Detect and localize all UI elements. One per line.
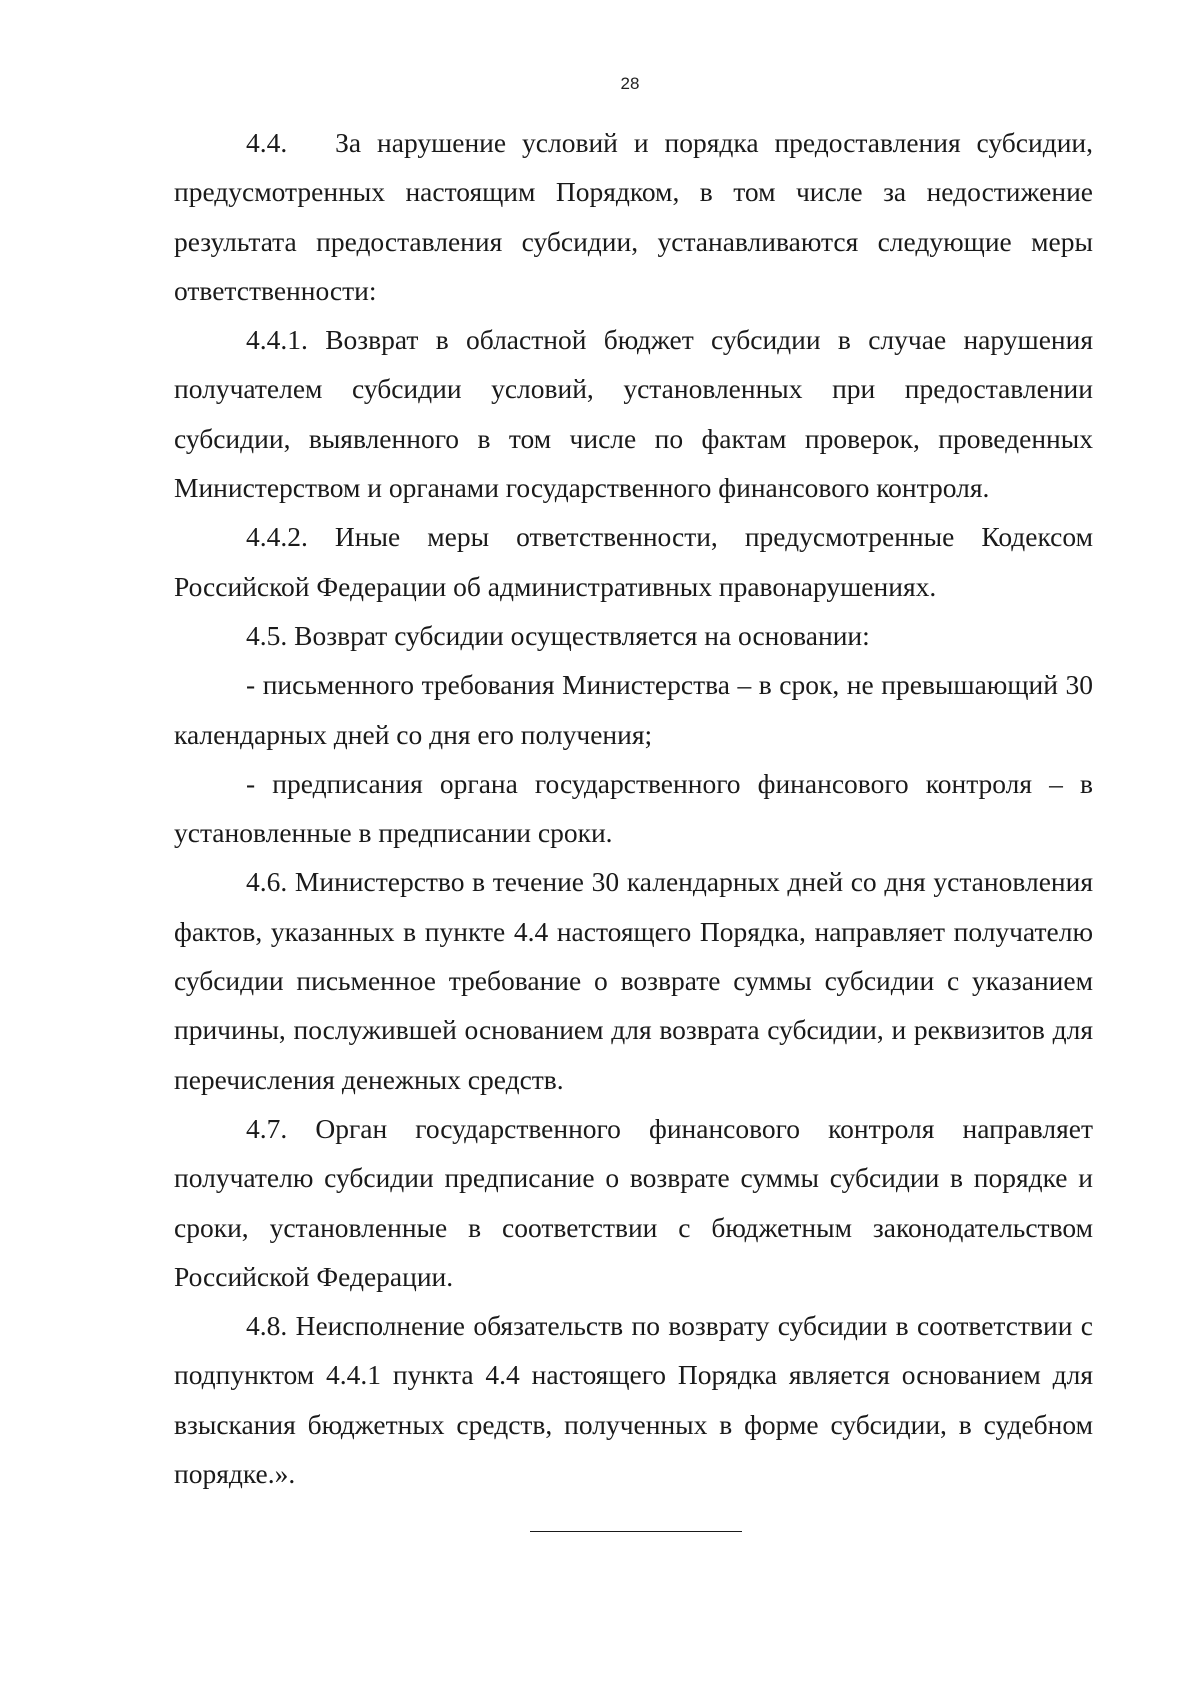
paragraph-4-5-item-control-order: - предписания органа государственного финансового контроля – в установленные в предписании сроки. (174, 767, 1093, 849)
paragraph-4-7: 4.7. Орган государственного финансового контроля направляет получателю субсидии предписание о возврате суммы субсидии в порядке и сроки, установленные в соответствии с бюджетным законодательством Российской Федерации. (174, 1112, 1093, 1292)
paragraph-4-4-2: 4.4.2. Иные меры ответственности, предусмотренные Кодексом Российской Федерации об административных правонарушениях. (174, 521, 1093, 602)
paragraph-4-5: 4.5. Возврат субсидии осуществляется на основании: (246, 619, 870, 651)
paragraph-4-4-1: 4.4.1. Возврат в областной бюджет субсидии в случае нарушения получателем субсидии условий, установленных при предоставлении субсидии, выявленного в том числе по фактам проверок, проведенных Министерством и органами государственного финансового контроля. (174, 324, 1093, 504)
paragraph-4-4: 4.4. За нарушение условий и порядка предоставления субсидии, предусмотренных настоящим Порядком, в том числе за недостижение результата предоставления субсидии, устанавливаются следующие меры ответственности: (174, 127, 1093, 306)
paragraph-4-6: 4.6. Министерство в течение 30 календарных дней со дня установления фактов, указанных в пункте 4.4 настоящего Порядка, направляет получателю субсидии письменное требование о возврате суммы субсидии с указанием причины, послужившей основанием для возврата субсидии, и реквизитов для перечисления денежных средств. (174, 866, 1093, 1095)
page-number: 28 (620, 74, 640, 93)
document-body (174, 118, 1093, 1498)
paragraph-4-5-item-ministry-demand: - письменного требования Министерства – в срок, не превышающий 30 календарных дней со дня его получения; (174, 669, 1093, 750)
closing-rule (530, 1531, 742, 1532)
paragraph-4-8: 4.8. Неисполнение обязательств по возврату субсидии в соответствии с подпунктом 4.4.1 пункта 4.4 настоящего Порядка является основанием для взыскания бюджетных средств, полученных в форме субсидии, в судебном порядке.». (174, 1310, 1093, 1490)
